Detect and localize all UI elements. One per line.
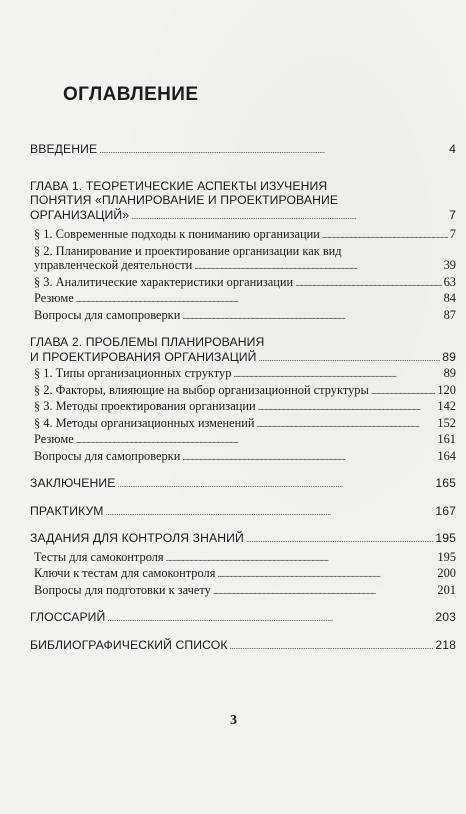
toc-entry-page: 7 [449,227,456,241]
dot-leader [258,399,436,415]
toc-entry-page: 200 [437,566,456,580]
toc-section-2-questions [30,449,456,465]
toc-chapter-1-line-1: ГЛАВА 1. ТЕОРЕТИЧЕСКИЕ АСПЕКТЫ ИЗУЧЕНИЯ [30,178,328,193]
toc-section-1-questions [30,308,456,324]
toc-entry-label: § 4. Методы организационных изменений [34,415,255,430]
toc-section-2-4 [30,416,456,432]
toc-entry-page: 7 [449,207,456,222]
toc-chapter-1-line-2: ПОНЯТИЯ «ПЛАНИРОВАНИЕ И ПРОЕКТИРОВАНИЕ [30,193,339,207]
toc-entry-page: 4 [449,142,456,156]
dot-leader [213,583,436,599]
dot-leader [182,449,435,465]
toc-entry-label: БИБЛИОГРАФИЧЕСКИЙ СПИСОК [30,637,228,652]
page-number: 3 [230,713,237,728]
toc-chapter-2-line-2 [30,350,456,366]
toc-entry-page: 63 [443,274,456,289]
toc-entry-page: 195 [437,549,456,564]
toc-entry-page: 164 [437,448,456,463]
toc-entry-label: ВВЕДЕНИЕ [30,142,98,156]
toc-entry-label: § 2. Факторы, влияющие на выбор организационной структуры [34,382,369,397]
toc-entry-label: ЗАКЛЮЧЕНИЕ [30,476,116,490]
toc-entry-label: § 1. Типы организационных структур [34,366,232,380]
toc-entry-label: ЗАДАНИЯ ДЛЯ КОНТРОЛЯ ЗНАНИЙ [30,531,244,545]
toc-entry-label: § 3. Аналитические характеристики организации [34,274,294,289]
dot-leader [322,227,448,243]
toc-entry-tasks [30,531,456,547]
toc-entry-bibliography [30,638,456,654]
toc-entry-label: § 1. Современные подходы к пониманию организации [34,227,320,241]
toc-section-1-3 [30,275,456,291]
dot-leader [371,383,436,399]
table-of-contents [30,142,456,653]
toc-entry-label: Резюме [34,432,74,446]
dot-leader [76,291,442,307]
toc-section-2-3 [30,399,456,415]
toc-entry-page: 195 [435,531,456,545]
toc-entry-practicum [30,504,456,520]
toc-entry-label: § 3. Методы проектирования организации [34,399,256,413]
dot-leader [257,416,436,432]
toc-entry-keys [30,566,456,582]
toc-entry-page: 84 [443,291,456,305]
dot-leader [246,531,434,547]
toc-section-2-2 [30,383,456,399]
toc-chapter-2-line-1: ГЛАВА 2. ПРОБЛЕМЫ ПЛАНИРОВАНИЯ [30,335,265,349]
toc-entry-page: 161 [437,432,456,446]
toc-entry-page: 201 [437,582,456,597]
toc-chapter-1-line-3 [30,208,456,224]
toc-section-2-summary [30,432,456,448]
toc-entry-conclusion [30,476,456,492]
dot-leader [99,142,447,158]
toc-entry-label: Вопросы для самопроверки [34,448,181,463]
dot-leader [166,550,436,566]
toc-section-1-1 [30,227,456,243]
dot-leader [131,208,447,224]
dot-leader [259,350,441,366]
toc-entry-label: управленческой деятельности [34,258,193,272]
dot-leader [295,275,441,291]
toc-entry-page: 203 [435,610,456,624]
toc-section-1-summary [30,291,456,307]
toc-entry-label: ПРАКТИКУМ [30,503,104,518]
toc-entry-page: 89 [443,366,456,380]
toc-entry-page: 165 [435,476,456,490]
toc-entry-page: 218 [435,637,456,652]
dot-leader [76,432,436,448]
toc-entry-page: 142 [437,399,456,413]
dot-leader [233,366,441,382]
dot-leader [107,610,433,626]
dot-leader [230,638,434,654]
toc-entry-page: 39 [443,258,456,272]
toc-entry-glossary [30,610,456,626]
toc-entry-label: Вопросы для подготовки к зачету [34,582,211,597]
toc-entry-label: ОРГАНИЗАЦИЙ» [30,207,130,222]
toc-entry-label: Ключи к тестам для самоконтроля [34,566,216,580]
toc-entry-label: Резюме [34,291,74,305]
toc-entry-page: 152 [437,415,456,430]
toc-entry-label: Вопросы для самопроверки [34,307,181,322]
toc-entry-label: ГЛОССАРИЙ [30,610,106,624]
toc-entry-page: 87 [443,307,456,322]
dot-leader [194,258,441,274]
toc-entry-tests [30,550,456,566]
toc-section-1-2-line-2 [30,258,456,274]
dot-leader [106,504,434,520]
toc-entry-intro [30,142,456,158]
toc-entry-label: И ПРОЕКТИРОВАНИЯ ОРГАНИЗАЦИЙ [30,349,257,364]
toc-entry-page: 120 [437,382,456,397]
toc-entry-exam-questions [30,583,456,599]
toc-entry-page: 167 [435,503,456,518]
page-title: ОГЛАВЛЕНИЕ [63,84,199,105]
dot-leader [217,566,435,582]
dot-leader [117,476,433,492]
toc-section-1-2-line-1: § 2. Планирование и проектирование организации как вид [34,243,342,258]
toc-entry-label: Тесты для самоконтроля [34,549,164,564]
dot-leader [182,308,441,324]
toc-entry-page: 89 [442,349,456,364]
toc-section-2-1 [30,366,456,382]
